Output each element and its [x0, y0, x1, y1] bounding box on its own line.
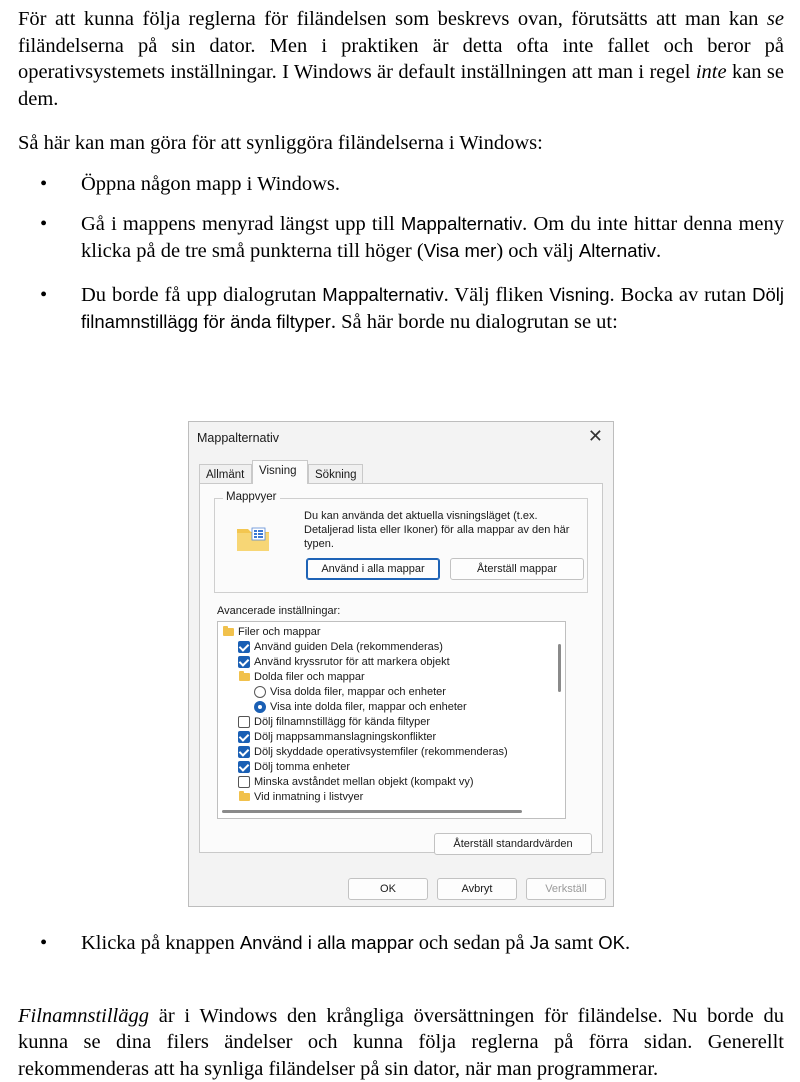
- step-4-text: [18, 930, 784, 957]
- tab-panel-view: [199, 483, 603, 853]
- document-body: [18, 6, 784, 335]
- restore-defaults-button[interactable]: Återställ standardvärden: [434, 833, 592, 855]
- ui-term: Ja: [530, 932, 550, 953]
- tree-row-label: Vid inmatning i listvyer: [254, 790, 363, 805]
- ui-term: Mappalternativ: [322, 284, 443, 305]
- list-item: [18, 171, 784, 198]
- checkbox-checked[interactable]: [238, 656, 250, 668]
- folder-views-group: [214, 498, 588, 593]
- intro-paragraph: [18, 6, 784, 112]
- ui-term: Mappalternativ: [401, 213, 522, 234]
- bullet-glyph: •: [40, 211, 47, 238]
- apply-to-all-folders-button[interactable]: Använd i alla mappar: [306, 558, 440, 580]
- tree-row-label: Minska avståndet mellan objekt (kompakt vy): [254, 775, 473, 790]
- radio-selected[interactable]: [254, 701, 266, 713]
- list-item: [18, 282, 784, 335]
- closing-paragraph: [18, 1003, 784, 1082]
- step-2-text: . Om du inte hittar denna meny klicka på de tre små punkterna till höger (: [81, 213, 784, 262]
- apply-button[interactable]: Verkställ: [526, 878, 606, 900]
- tab-general[interactable]: Allmänt: [199, 464, 252, 484]
- close-icon[interactable]: ✕: [588, 426, 603, 447]
- tree-row-label: Filer och mappar: [238, 625, 321, 640]
- folder-icon: [239, 673, 250, 681]
- ui-term: Visning: [549, 284, 609, 305]
- checkbox-checked[interactable]: [238, 761, 250, 773]
- tree-row-label: Använd guiden Dela (rekommenderas): [254, 640, 443, 655]
- closing-text: är i Windows den krångliga översättningen för filändelse. Nu borde du kunna se dina filers ändelser och kunna följa reglerna på förra sidan. Generellt rekommenderas att ha synliga filändelser på sin dator, när man programmerar.: [18, 1005, 784, 1080]
- checkbox-checked[interactable]: [238, 731, 250, 743]
- advanced-settings-tree[interactable]: [217, 621, 566, 819]
- intro-text-2: filändelserna på sin dator. Men i praktiken är detta ofta inte fallet och beror på operativsystemets inställningar. I Windows är default inställningen att man i regel: [18, 35, 784, 84]
- step-1-text: Öppna någon mapp i Windows.: [81, 173, 340, 195]
- advanced-settings-label: Avancerade inställningar:: [217, 605, 340, 617]
- step-4-text-part: Klicka på knappen: [81, 932, 240, 954]
- checkbox-unchecked[interactable]: [238, 776, 250, 788]
- ui-term: Använd i alla mappar: [240, 932, 414, 953]
- checkbox-unchecked[interactable]: [238, 716, 250, 728]
- folder-icon: [239, 793, 250, 801]
- list-item: [18, 930, 784, 957]
- folder-options-dialog: [188, 421, 614, 907]
- tree-row-label: Visa inte dolda filer, mappar och enheter: [270, 700, 467, 715]
- tab-view[interactable]: Visning: [252, 460, 308, 484]
- bullet-glyph: •: [40, 171, 47, 198]
- step-4-text-part: samt: [549, 932, 598, 954]
- howto-paragraph: Så här kan man göra för att synliggöra filändelserna i Windows:: [18, 130, 784, 157]
- folder-views-legend: Mappvyer: [223, 491, 280, 503]
- reset-folders-button[interactable]: Återställ mappar: [450, 558, 584, 580]
- ui-term: Alternativ: [579, 240, 656, 261]
- step-2-text: Gå i mappens menyrad längst upp till: [81, 213, 401, 235]
- checkbox-checked[interactable]: [238, 746, 250, 758]
- tree-row-label: Dölj skyddade operativsystemfiler (rekommenderas): [254, 745, 508, 760]
- step-4-text-part: och sedan på: [414, 932, 530, 954]
- folder-views-description: Du kan använda det aktuella visningsläget (t.ex. Detaljerad lista eller Ikoner) för alla mappar av den här typen.: [304, 509, 574, 551]
- tree-row-label: Dölj filnamnstillägg för kända filtyper: [254, 715, 430, 730]
- step-3-text: . Bocka av rutan: [610, 284, 753, 306]
- horizontal-scrollbar[interactable]: [222, 810, 522, 813]
- folder-view-icon: [235, 523, 271, 553]
- step-3-text: Du borde få upp dialogrutan: [81, 284, 322, 306]
- vertical-scrollbar[interactable]: [558, 644, 561, 692]
- intro-emphasis-se: se: [767, 8, 784, 30]
- intro-text-1: För att kunna följa reglerna för filändelsen som beskrevs ovan, förutsätts att man kan: [18, 8, 767, 30]
- folder-icon: [223, 628, 234, 636]
- step-3-text: . Så här borde nu dialogrutan se ut:: [331, 311, 618, 333]
- tree-row-label: Dölj tomma enheter: [254, 760, 350, 775]
- bullet-glyph: •: [40, 930, 47, 957]
- dialog-title: Mappalternativ: [197, 431, 279, 445]
- tree-row-label: Visa dolda filer, mappar och enheter: [270, 685, 446, 700]
- tab-search[interactable]: Sökning: [308, 464, 363, 484]
- list-item: [18, 211, 784, 264]
- step-3-text: . Välj fliken: [444, 284, 550, 306]
- step-4-text-part: .: [625, 932, 630, 954]
- ui-term: Dölj filnamnstillägg för ända filtyper: [81, 284, 784, 332]
- tree-row-label: Dolda filer och mappar: [254, 670, 365, 685]
- step-2-text: ) och välj: [496, 240, 579, 262]
- intro-emphasis-inte: inte: [696, 61, 727, 83]
- cancel-button[interactable]: Avbryt: [437, 878, 517, 900]
- bullet-glyph: •: [40, 282, 47, 309]
- steps-list: [18, 171, 784, 336]
- closing-emphasis: Filnamnstillägg: [18, 1005, 149, 1027]
- ui-term: OK: [598, 932, 625, 953]
- ui-term: Visa mer: [424, 240, 497, 261]
- intro-text-3: kan se dem.: [18, 61, 784, 110]
- radio-unselected[interactable]: [254, 686, 266, 698]
- tree-row-label: Använd kryssrutor för att markera objekt: [254, 655, 450, 670]
- step-2-text: .: [656, 240, 661, 262]
- checkbox-checked[interactable]: [238, 641, 250, 653]
- ok-button[interactable]: OK: [348, 878, 428, 900]
- tree-row-label: Dölj mappsammanslagningskonflikter: [254, 730, 436, 745]
